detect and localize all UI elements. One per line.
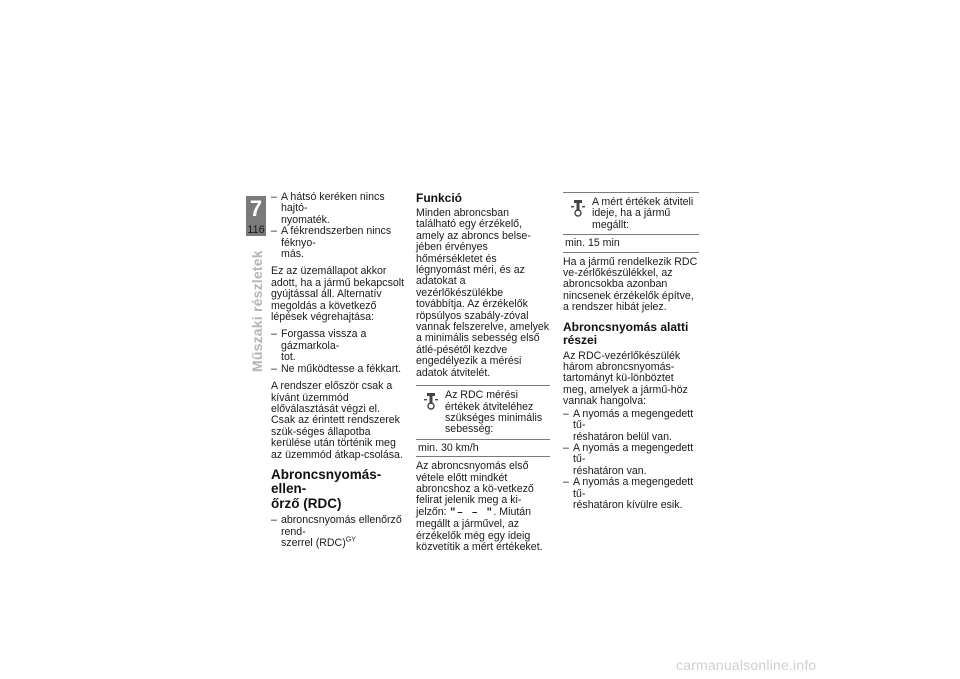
paragraph: Ha a jármű rendelkezik RDC ve-zérlőkészülékkel, az abroncsokba azonban nincsenek érzékelők építve, a rendszer hibát jelez.	[563, 255, 698, 314]
note-value: min. 30 km/h	[416, 439, 550, 456]
equipment-code: GY	[345, 536, 356, 544]
list-item-text: A hátsó keréken nincs hajtó- nyomaték.	[281, 191, 385, 226]
note-box	[563, 192, 699, 253]
list-item-text: A nyomás a megengedett tű- réshatáron belül van.	[573, 407, 694, 443]
display-code: "– – "	[449, 506, 494, 519]
page-number: 116	[247, 224, 265, 236]
dash-bullet: –	[271, 362, 277, 375]
list-item-text: A nyomás a megengedett tű- réshatáron kívülre esik.	[573, 476, 694, 511]
list-item	[563, 477, 699, 511]
paragraph: Az abroncsnyomás első vétele előtt mindkét abroncshoz a kö-vetkező felirat jelenik meg a ki-jelzőn: "– – ". Miután megállt a járművel, az érzékelők még egy ideig közvetítik a mért értékeket.	[416, 460, 543, 553]
note-value: min. 15 min	[563, 234, 699, 251]
dash-bullet: –	[563, 407, 569, 420]
dash-bullet: –	[271, 191, 277, 203]
dash-bullet: –	[271, 514, 277, 527]
section-heading: Abroncsnyomás alatti részei	[563, 319, 689, 347]
list-item-text: A nyomás a megengedett tű- réshatáron van.	[573, 441, 694, 477]
column-2	[416, 192, 550, 559]
gauge-sensor-icon	[570, 199, 586, 217]
steps-list	[271, 329, 407, 375]
list-item	[271, 226, 407, 260]
section-heading: Abroncsnyomás-ellen- őrző (RDC)	[271, 466, 382, 511]
paragraph: Ez az üzemállapot akkor adott, ha a jármű bekapcsolt gyújtással áll. Alternatív megoldás a következő lépések végrehajtása:	[271, 265, 405, 324]
gauge-sensor-icon	[423, 392, 439, 410]
list-item	[563, 409, 699, 443]
column-3	[563, 192, 699, 517]
list-item-text: A fékrendszerben nincs féknyo- más.	[281, 225, 392, 261]
chapter-side-title: Műszaki részletek	[249, 250, 265, 372]
paragraph: A rendszer először csak a kívánt üzemmód előválasztását végzi el. Csak az érintett rendszerek szük-séges állapotba kerülése után történik meg az üzemmód átkap-csolása.	[271, 380, 403, 461]
chapter-number: 7	[249, 196, 263, 221]
condition-list	[271, 192, 407, 260]
column-1	[271, 192, 407, 550]
list-item	[563, 443, 699, 477]
note-text: A mért értékek átviteli ideje, ha a jármű megállt:	[592, 196, 694, 231]
list-item	[271, 364, 407, 375]
list-item	[271, 192, 407, 226]
list-item	[271, 329, 407, 363]
section-heading: Funkció	[416, 191, 463, 205]
dash-bullet: –	[563, 476, 569, 489]
list-item-text: abroncsnyomás ellenőrző rend- szerrel (RDC)	[281, 514, 402, 550]
paragraph: Az RDC-vezérlőkészülék három abroncsnyomás-tartományt kü-lönböztet meg, amelyek a jármű-höz vannak hangolva:	[563, 349, 688, 408]
pressure-range-list	[563, 409, 699, 512]
list-item-text: Ne működtesse a fékkart.	[281, 362, 402, 375]
dash-bullet: –	[271, 225, 277, 238]
note-text: Az RDC mérési értékek átviteléhez szükséges minimális sebesség:	[445, 389, 543, 436]
list-item-text: Forgassa vissza a gázmarkola- tot.	[281, 328, 367, 364]
dash-bullet: –	[271, 328, 277, 341]
watermark-text: carmanualsonline.info	[676, 657, 817, 673]
dash-bullet: –	[563, 441, 569, 454]
list-item	[271, 515, 407, 549]
note-box	[416, 385, 550, 457]
paragraph: Minden abroncsban található egy érzékelő, amely az abroncs belse-jében érvényes hőmérsékletet és légnyomást méri, és az adatokat a vezérlőkészülékbe továbbítja. Az érzékelők röpsúlyos szabály-zóval vannak felszerelve, amelyek a minimális sebesség első átlé-pésétől kezdve engedélyezik a mérési adatok átvitelét.	[416, 207, 550, 379]
